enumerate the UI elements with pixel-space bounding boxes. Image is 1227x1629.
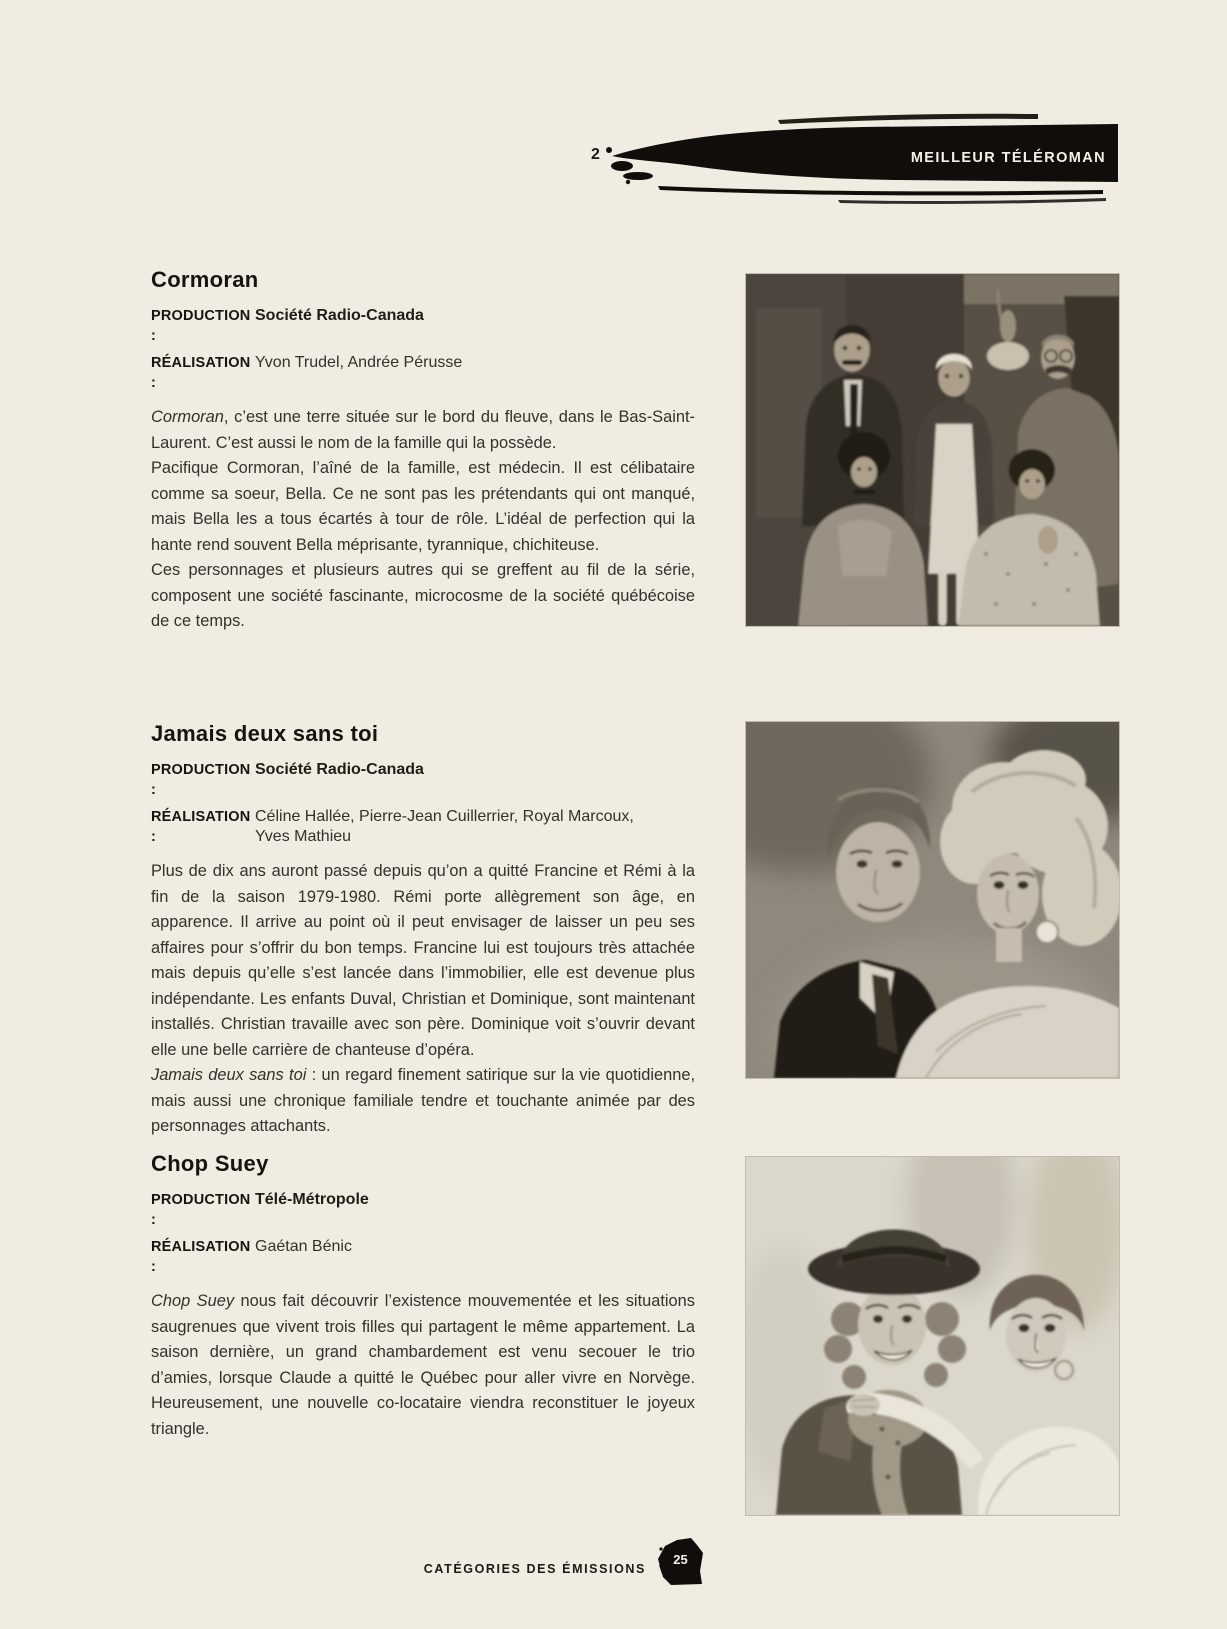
realisation-label: RÉALISATION : xyxy=(151,355,251,391)
realisation-row xyxy=(151,807,695,847)
footer-section-label: CATÉGORIES DES ÉMISSIONS xyxy=(423,1562,646,1576)
page-number-top: 2 xyxy=(591,146,600,163)
cormoran-cast-photo xyxy=(746,274,1119,626)
production-row xyxy=(151,1190,695,1230)
production-row xyxy=(151,760,695,800)
show-description xyxy=(151,405,695,635)
body-paragraph: Jamais deux sans toi : un regard finement satirique sur la vie quotidienne, mais aussi une chronique familiale tendre et touchante animée par des personnages attachants. xyxy=(151,1066,696,1135)
body-paragraph: Plus de dix ans auront passé depuis qu’on a quitté Francine et Rémi à la fin de la saison 1979-1980. Rémi porte allègrement son âge, en apparence. Il arrive au point où il peut envisager de laisser un peu ses affaires pour s’offrir du bon temps. Francine lui est toujours très attachée mais depuis qu’elle s’est lancée dans l’immobilier, elle est devenue plus indépendante. Les enfants Duval, Christian et Dominique, sont maintenant installés. Christian travaille avec son père. Dominique voit s’ouvrir devant elle une belle carrière de chanteuse d’opéra. xyxy=(151,862,695,1059)
realisation-value: Yvon Trudel, Andrée Pérusse xyxy=(255,354,463,371)
footer-page-number: 25 xyxy=(673,1552,688,1567)
realisation-value: Gaétan Bénic xyxy=(255,1238,352,1255)
realisation-value: Céline Hallée, Pierre-Jean Cuillerrier, Royal Marcoux, Yves Mathieu xyxy=(255,808,634,845)
entry-cormoran xyxy=(151,268,695,635)
body-paragraph: Cormoran, c’est une terre située sur le bord du fleuve, dans le Bas-Saint-Laurent. C’est aussi le nom de la famille qui la possède. xyxy=(151,408,695,452)
production-row xyxy=(151,306,695,346)
production-value: Société Radio-Canada xyxy=(255,761,424,778)
show-title: Chop Suey xyxy=(151,1151,269,1176)
entry-jamais-deux-sans-toi xyxy=(151,722,695,1140)
chop-suey-trio-photo xyxy=(746,1157,1119,1515)
realisation-row xyxy=(151,1237,695,1277)
body-paragraph: Pacifique Cormoran, l’aîné de la famille, est médecin. Il est célibataire comme sa soeur, Bella. Ce ne sont pas les prétendants qui ont manqué, mais Bella les a tous écartés à tour de rôle. L’idéal de perfection qui la hante rend souvent Bella méprisante, tyrannique, chichiteuse. xyxy=(151,459,695,554)
footer-page-marker xyxy=(657,1537,704,1586)
jamais-deux-sans-toi-couple-photo xyxy=(746,722,1119,1078)
body-paragraph: Ces personnages et plusieurs autres qui se greffent au fil de la série, composent une société fascinante, microcosme de la société québécoise de ce temps. xyxy=(151,561,695,630)
category-banner xyxy=(598,110,1120,206)
body-paragraph: Chop Suey nous fait découvrir l’existence mouvementée et les situations saugrenues que vivent trois filles qui partagent le même appartement. La saison dernière, un grand chambardement est venu secouer le trio d’amies, lorsque Claude a quitté le Québec pour aller vivre en Norvège. Heureusement, une nouvelle co-locataire viendra reconstituer le joyeux triangle. xyxy=(151,1292,695,1438)
banner-title: MEILLEUR TÉLÉROMAN xyxy=(910,150,1106,166)
show-title: Cormoran xyxy=(151,267,259,292)
show-title: Jamais deux sans toi xyxy=(151,721,379,746)
production-label: PRODUCTION : xyxy=(151,762,251,798)
production-value: Télé-Métropole xyxy=(255,1191,369,1208)
show-description xyxy=(151,859,695,1140)
entry-chop-suey xyxy=(151,1152,695,1442)
production-label: PRODUCTION : xyxy=(151,1192,251,1228)
realisation-row xyxy=(151,353,695,393)
realisation-label: RÉALISATION : xyxy=(151,1239,251,1275)
production-value: Société Radio-Canada xyxy=(255,307,424,324)
realisation-label: RÉALISATION : xyxy=(151,809,251,845)
show-description xyxy=(151,1289,695,1442)
production-label: PRODUCTION : xyxy=(151,308,251,344)
